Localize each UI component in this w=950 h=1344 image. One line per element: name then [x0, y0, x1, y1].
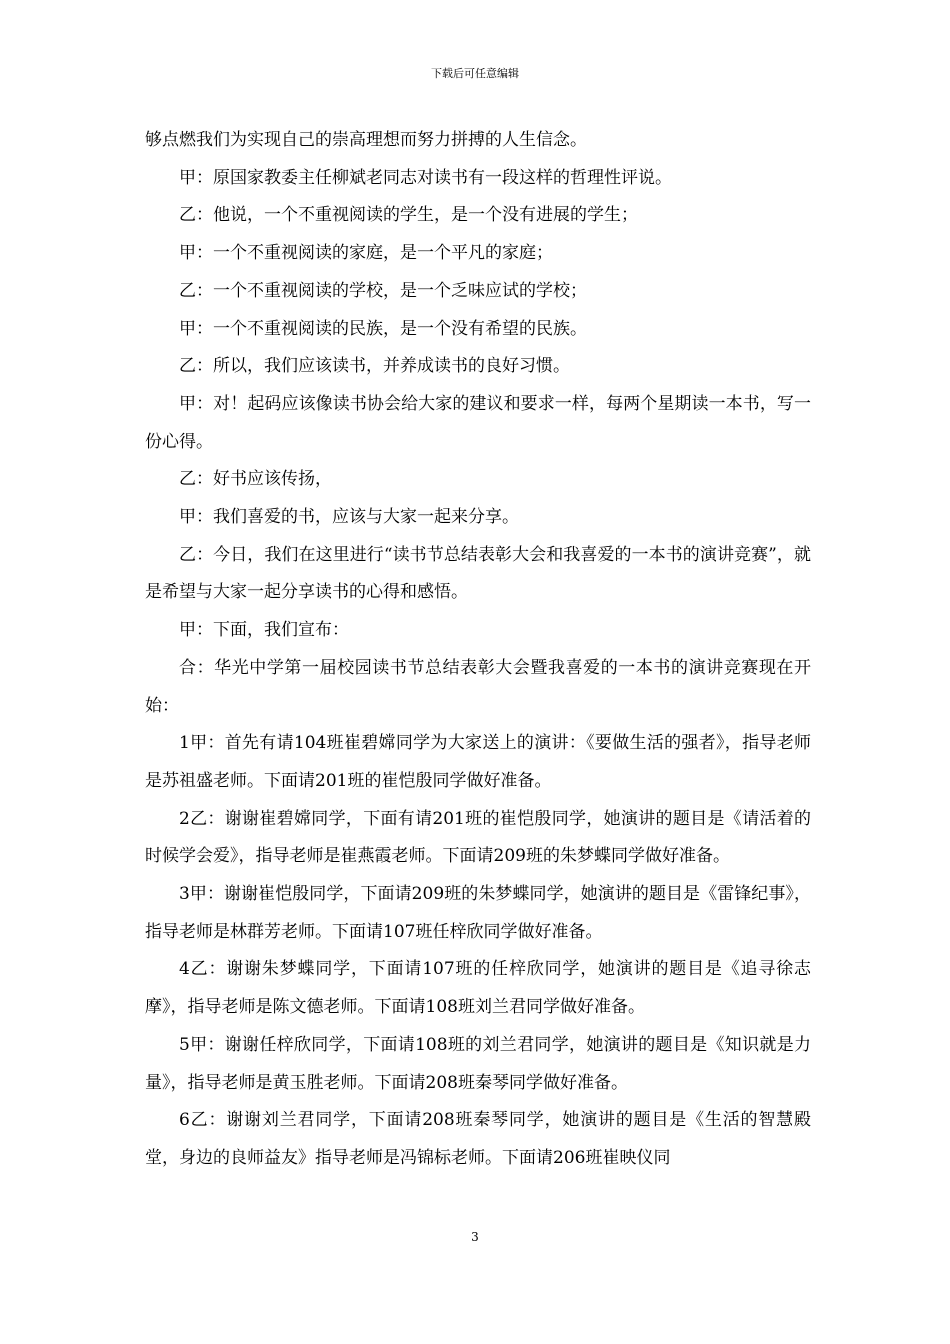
paragraph: 乙：好书应该传扬，	[179, 469, 332, 490]
paragraph: 6乙：谢谢刘兰君同学，下面请208班秦琴同学，她演讲的题目是《生活的智慧殿堂，身边的良师益友》指导老师是冯锦标老师。下面请206班崔映仪同	[145, 1110, 811, 1168]
paragraph: 甲：一个不重视阅读的家庭，是一个平凡的家庭；	[179, 243, 553, 264]
paragraph: 乙：他说，一个不重视阅读的学生，是一个没有进展的学生；	[179, 205, 638, 226]
paragraph: 甲：我们喜爱的书，应该与大家一起来分享。	[179, 507, 519, 528]
paragraph: 5甲：谢谢任梓欣同学，下面请108班的刘兰君同学，她演讲的题目是《知识就是力量》，指导老师是黄玉胜老师。下面请208班秦琴同学做好准备。	[145, 1034, 811, 1093]
page-number: 3	[471, 1230, 479, 1244]
paragraph: 2乙：谢谢崔碧嫦同学，下面有请201班的崔恺殷同学，她演讲的题目是《请活着的时候学会爱》，指导老师是崔燕霞老师。下面请209班的朱梦蝶同学做好准备。	[145, 808, 811, 867]
document-body	[145, 122, 811, 1178]
paragraph: 1甲：首先有请104班崔碧嫦同学为大家送上的演讲：《要做生活的强者》，指导老师是苏祖盛老师。下面请201班的崔恺殷同学做好准备。	[145, 733, 811, 791]
paragraph: 3甲：谢谢崔恺殷同学，下面请209班的朱梦蝶同学，她演讲的题目是《雷锋纪事》，指导老师是林群芳老师。下面请107班任梓欣同学做好准备。	[145, 884, 811, 942]
paragraph: 乙：所以，我们应该读书，并养成读书的良好习惯。	[179, 356, 570, 377]
page-header: 下载后可任意编辑	[431, 67, 519, 80]
paragraph: 乙：今日，我们在这里进行“读书节总结表彰大会和我喜爱的一本书的演讲竞赛”，就是希望与大家一起分享读书的心得和感悟。	[145, 544, 811, 603]
paragraph: 4乙：谢谢朱梦蝶同学，下面请107班的任梓欣同学，她演讲的题目是《追寻徐志摩》，指导老师是陈文德老师。下面请108班刘兰君同学做好准备。	[145, 959, 811, 1018]
paragraph: 甲：原国家教委主任柳斌老同志对读书有一段这样的哲理性评说。	[179, 167, 672, 188]
paragraph: 合：华光中学第一届校园读书节总结表彰大会暨我喜爱的一本书的演讲竞赛现在开始：	[145, 657, 811, 716]
paragraph: 乙：一个不重视阅读的学校，是一个乏味应试的学校；	[179, 280, 587, 301]
paragraph: 甲：对！起码应该像读书协会给大家的建议和要求一样，每两个星期读一本书，写一份心得。	[145, 393, 811, 452]
paragraph-continuation: 够点燃我们为实现自己的崇高理想而努力拼搏的人生信念。	[145, 130, 587, 150]
paragraph: 甲：下面，我们宣布：	[179, 620, 349, 641]
paragraph: 甲：一个不重视阅读的民族，是一个没有希望的民族。	[179, 318, 587, 339]
